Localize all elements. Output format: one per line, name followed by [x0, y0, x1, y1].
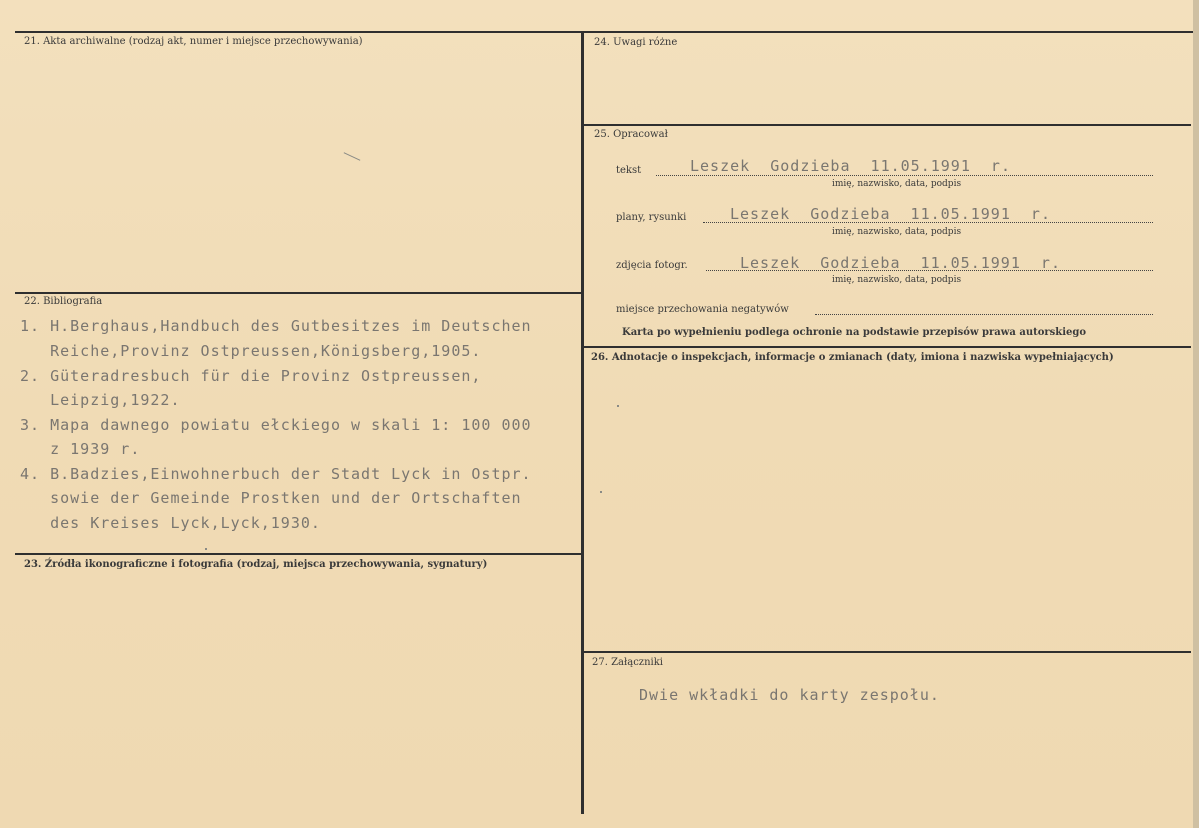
zdjecia-caption: imię, nazwisko, data, podpis	[832, 275, 962, 285]
section-26-heading: 26. Adnotacje o inspekcjach, informacje o zmianach (daty, imiona i nazwiska wypełniających)	[591, 352, 1114, 363]
zdjecia-label: zdjęcia fotogr.	[616, 260, 688, 271]
plany-caption: imię, nazwisko, data, podpis	[832, 227, 962, 237]
bibliography-line: Leipzig,1922.	[20, 391, 181, 409]
negatywy-dotted-line	[815, 314, 1153, 315]
divider-26-27	[583, 651, 1191, 653]
section-27-heading: 27. Załączniki	[592, 657, 663, 668]
section-23-heading: 23. Źródła ikonograficzne i fotografia (rodzaj, miejsca przechowywania, sygnatury)	[24, 559, 488, 570]
divider-25-26	[583, 346, 1191, 348]
copyright-note: Karta po wypełnieniu podlega ochronie na podstawie przepisów prawa autorskiego	[622, 327, 1087, 338]
bibliography-line: z 1939 r.	[20, 440, 141, 458]
top-border-line	[15, 31, 1193, 33]
bibliography-line: 3. Mapa dawnego powiatu ełckiego w skali 1: 100 000	[20, 416, 532, 434]
plany-signature: Leszek Godzieba 11.05.1991 r.	[730, 205, 1051, 223]
zdjecia-signature: Leszek Godzieba 11.05.1991 r.	[740, 254, 1061, 272]
plany-label: plany, rysunki	[616, 212, 687, 223]
bibliography-line: 2. Güteradresbuch für die Provinz Ostpreussen,	[20, 367, 482, 385]
divider-21-22	[15, 292, 582, 294]
negatywy-label: miejsce przechowania negatywów	[616, 304, 789, 315]
section-22-heading: 22. Bibliografia	[24, 296, 103, 307]
card-edge	[1193, 0, 1199, 828]
tekst-label: tekst	[616, 165, 642, 176]
paper-speck	[205, 548, 207, 550]
section-21-heading: 21. Akta archiwalne (rodzaj akt, numer i miejsce przechowywania)	[24, 36, 363, 47]
tekst-caption: imię, nazwisko, data, podpis	[832, 179, 962, 189]
section-25-heading: 25. Opracował	[594, 129, 668, 140]
tekst-signature: Leszek Godzieba 11.05.1991 r.	[690, 157, 1011, 175]
paper-speck	[600, 491, 602, 493]
bibliography-line: Reiche,Provinz Ostpreussen,Königsberg,1905.	[20, 342, 482, 360]
bibliography-line: sowie der Gemeinde Prostken und der Ortschaften	[20, 489, 522, 507]
bibliography-line: 1. H.Berghaus,Handbuch des Gutbesitzes im Deutschen	[20, 317, 532, 335]
divider-22-23	[15, 553, 582, 555]
paper-speck	[344, 152, 361, 161]
column-divider-line	[581, 32, 584, 814]
divider-24-25	[583, 124, 1191, 126]
bibliography-line: des Kreises Lyck,Lyck,1930.	[20, 514, 321, 532]
paper-speck	[617, 405, 619, 407]
section-24-heading: 24. Uwagi różne	[594, 37, 678, 48]
bibliography-line: 4. B.Badzies,Einwohnerbuch der Stadt Lyck in Ostpr.	[20, 465, 532, 483]
zalaczniki-value: Dwie wkładki do karty zespołu.	[639, 686, 940, 704]
tekst-dotted-line	[656, 175, 1153, 176]
